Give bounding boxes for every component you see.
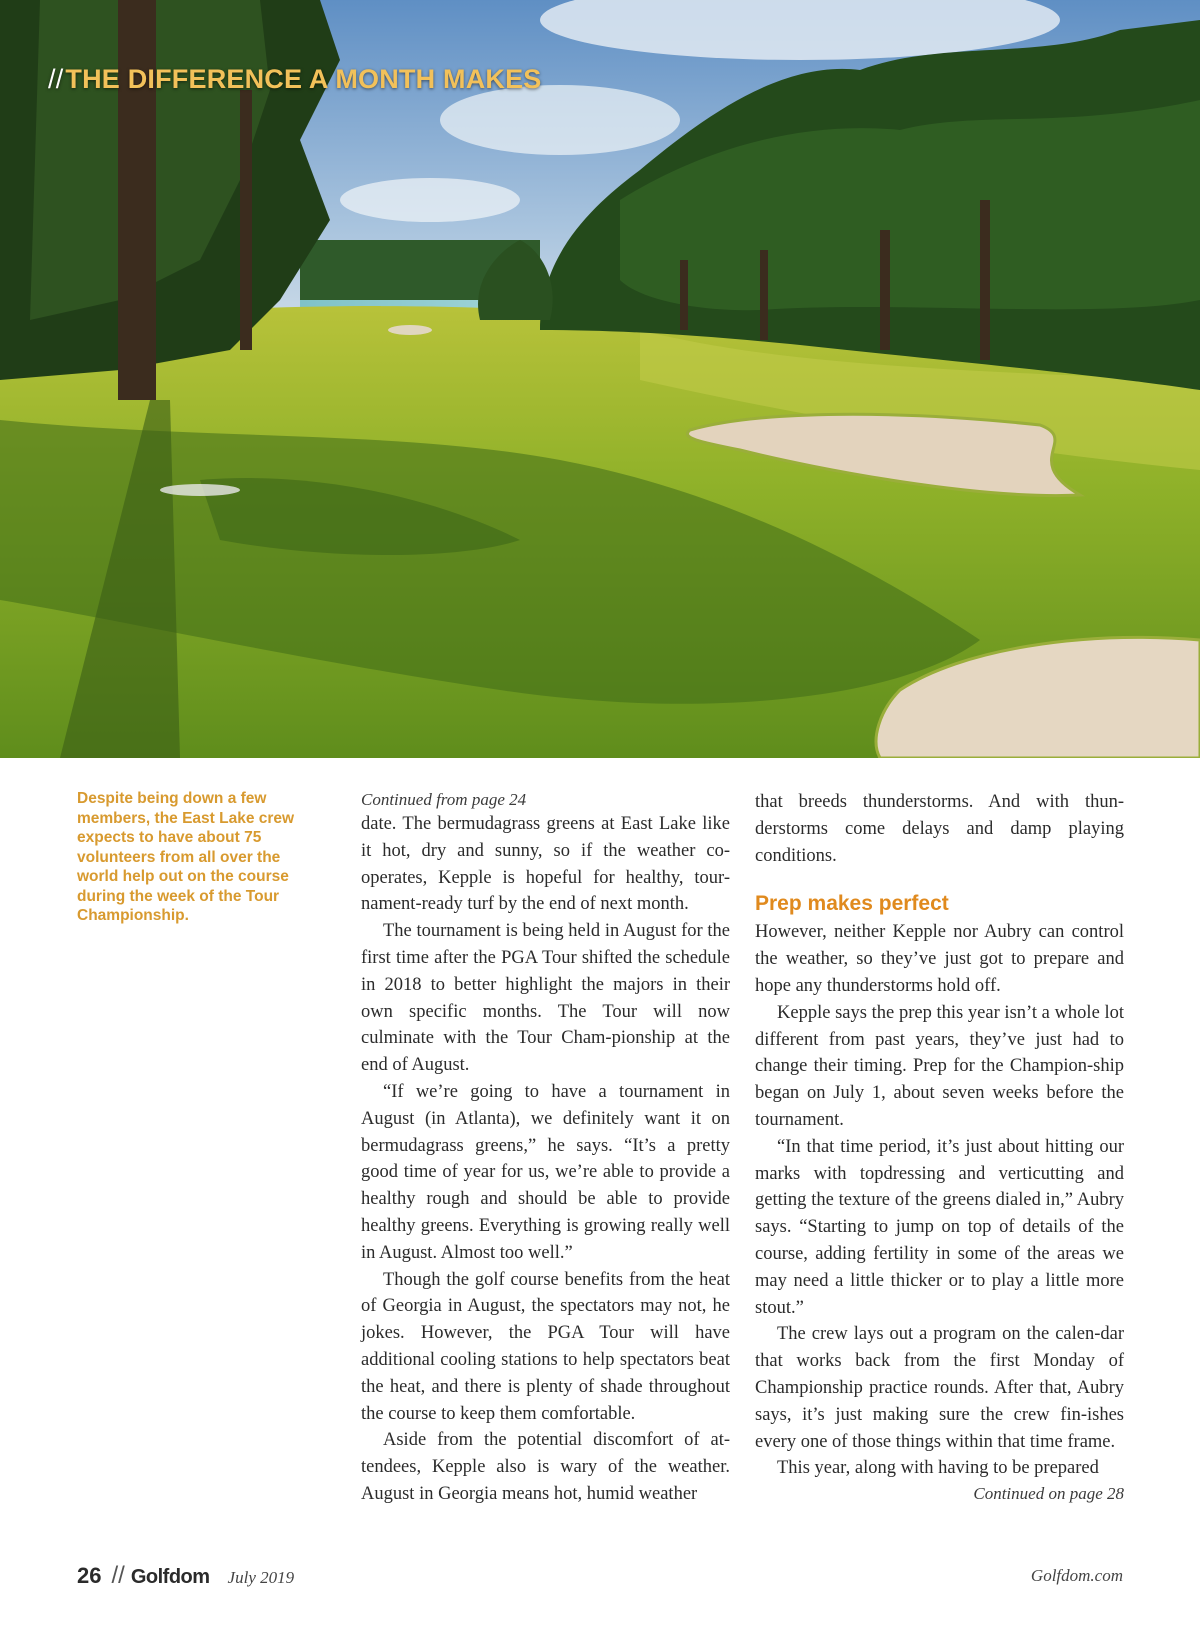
page-number: 26 bbox=[77, 1563, 102, 1588]
paragraph: Though the golf course benefits from the heat of Georgia in August, the spectators may not, he jokes. However, the PGA Tour will have additional cooling stations to help spectators beat the heat, and there is plenty of shade throughout the course to keep them comfortable. bbox=[361, 1269, 730, 1424]
page-footer bbox=[77, 1562, 294, 1590]
paragraph: Aside from the potential discomfort of at-tendees, Kepple also is wary of the weather. August in Georgia means hot, humid weather bbox=[361, 1430, 730, 1504]
footer-separator: // bbox=[111, 1562, 125, 1589]
paragraph: Kepple says the prep this year isn’t a whole lot different from past years, they’ve just had to change their timing. Prep for the Champion-ship began on July 1, about seven weeks before the tournament. bbox=[755, 1002, 1124, 1130]
photo-caption: Despite being down a few members, the East Lake crew expects to have about 75 volunteers from all over the world help out on the course during the week of the Tour Championship. bbox=[77, 790, 295, 924]
article-column-1 bbox=[361, 789, 730, 1508]
paragraph: that breeds thunderstorms. And with thun-derstorms come delays and damp playing conditions. bbox=[755, 792, 1124, 866]
paragraph: The tournament is being held in August for the first time after the PGA Tour shifted the schedule in 2018 to better highlight the majors in their own specific months. The Tour will now culminate with the Tour Cham-pionship at the end of August. bbox=[361, 921, 730, 1076]
section-kicker bbox=[48, 64, 542, 95]
website-url: Golfdom.com bbox=[1030, 1566, 1123, 1585]
paragraph: The crew lays out a program on the calen-dar that works back from the first Monday of Championship practice rounds. After that, Aubry says, it’s just making sure the crew fin-ishes every one of those things within that time frame. bbox=[755, 1324, 1124, 1452]
paragraph: “In that time period, it’s just about hitting our marks with topdressing and verticutting and getting the texture of the greens dialed in,” Aubry says. “Starting to jump on top of details of the course, adding fertility in some of the areas we may need a little thicker or to play a little more stout.” bbox=[755, 1136, 1124, 1318]
paragraph: date. The bermudagrass greens at East Lake like it hot, dry and sunny, so if the weather co-operates, Kepple is hopeful for healthy, tour-nament-ready turf by the end of next month. bbox=[361, 814, 730, 915]
kicker-slashes: // bbox=[48, 64, 64, 94]
article-column-2 bbox=[755, 789, 1124, 1506]
continued-from-note: Continued from page 24 bbox=[361, 790, 527, 809]
kicker-title: THE DIFFERENCE A MONTH MAKES bbox=[65, 64, 542, 94]
continued-on-note: Continued on page 28 bbox=[973, 1484, 1124, 1504]
paragraph: However, neither Kepple nor Aubry can control the weather, so they’ve just got to prepare and hope any thunderstorms hold off. bbox=[755, 922, 1124, 996]
magazine-logo: Golfdom bbox=[130, 1566, 210, 1588]
paragraph: “If we’re going to have a tournament in August (in Atlanta), we definitely want it on bermudagrass greens,” he says. “It’s a pretty good time of year for us, we’re able to provide a healthy rough and should be able to provide healthy greens. Everything is growing really well in August. Almost too well.” bbox=[361, 1081, 730, 1263]
golf-course-photo-icon bbox=[0, 0, 1200, 758]
subhead: Prep makes perfect bbox=[755, 892, 949, 916]
paragraph: This year, along with having to be prepared bbox=[777, 1458, 1099, 1479]
hero-photo bbox=[0, 0, 1200, 758]
issue-date: July 2019 bbox=[227, 1568, 295, 1587]
